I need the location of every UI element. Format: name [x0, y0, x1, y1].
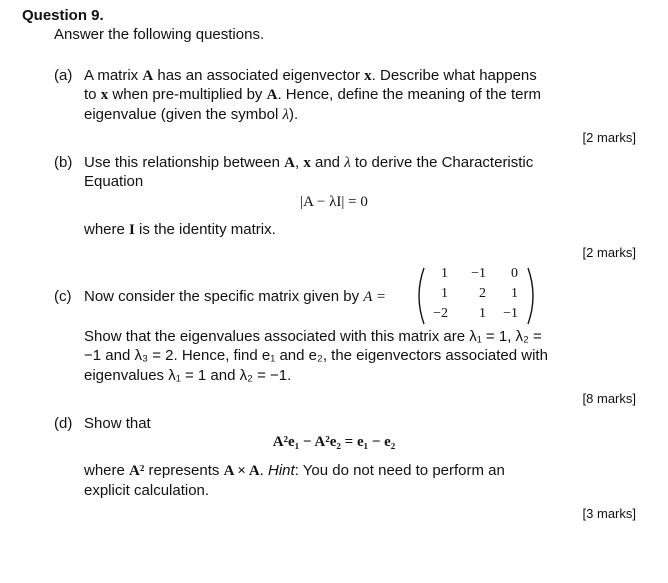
part-c-line-4: eigenvalues λ₁ = 1 and λ₂ = −1. — [84, 367, 292, 384]
part-b-line-1: Use this relationship between A, x and λ to derive the Characteristic — [84, 154, 534, 171]
matrix-cell: 1 — [441, 266, 448, 281]
matrix-cell: −2 — [433, 306, 448, 321]
vector-x-symbol: x — [364, 68, 372, 84]
part-c-label: (c) — [54, 288, 72, 305]
matrix-cell: −1 — [503, 306, 518, 321]
part-c-intro: Now consider the specific matrix given by A = — [84, 288, 387, 305]
matrix-cell: 1 — [441, 286, 448, 301]
question-intro: Answer the following questions. — [54, 26, 265, 43]
matrix-cell: 1 — [511, 286, 518, 301]
matrix-a-symbol: A — [142, 68, 154, 84]
matrix-symbol: A = — [363, 289, 387, 305]
part-b-where-line: where I is the identity matrix. — [84, 221, 276, 238]
part-a-line-3: eigenvalue (given the symbol λ). — [84, 106, 299, 123]
matrix-a — [414, 266, 538, 326]
part-d-line-2: where A² represents A × A. Hint: You do not need to perform an — [84, 462, 505, 479]
matrix-cell: 0 — [511, 266, 518, 281]
part-d-equation: A²e₁ − A²e₂ = e₁ − e₂ — [272, 434, 396, 450]
part-c-marks: [8 marks] — [582, 391, 636, 406]
part-d-marks: [3 marks] — [582, 506, 636, 521]
matrix-cell: 1 — [479, 306, 486, 321]
part-a-label: (a) — [54, 67, 73, 84]
part-b-line-2: Equation — [84, 173, 144, 190]
part-c-line-2: Show that the eigenvalues associated with this matrix are λ₁ = 1, λ₂ = — [84, 328, 542, 345]
part-d-intro: Show that — [84, 415, 151, 432]
part-c-line-3: −1 and λ₃ = 2. Hence, find e₁ and e₂, the eigenvectors associated with — [84, 347, 548, 364]
matrix-cell: 2 — [479, 286, 486, 301]
part-d-line-3: explicit calculation. — [84, 482, 210, 499]
part-d-label: (d) — [54, 415, 73, 432]
part-a-line-2: to x when pre-multiplied by A. Hence, define the meaning of the term — [84, 86, 541, 103]
part-b-marks: [2 marks] — [582, 245, 636, 260]
part-a-marks: [2 marks] — [582, 130, 636, 145]
question-title: Question 9. — [22, 7, 104, 24]
matrix-cell: −1 — [471, 266, 486, 281]
part-b-label: (b) — [54, 154, 73, 171]
characteristic-equation: |A − λI| = 0 — [300, 194, 368, 210]
hint-label: Hint — [268, 462, 295, 479]
right-paren — [528, 268, 533, 324]
part-a-line-1: A matrix A has an associated eigenvector x. Describe what happens — [84, 67, 537, 84]
